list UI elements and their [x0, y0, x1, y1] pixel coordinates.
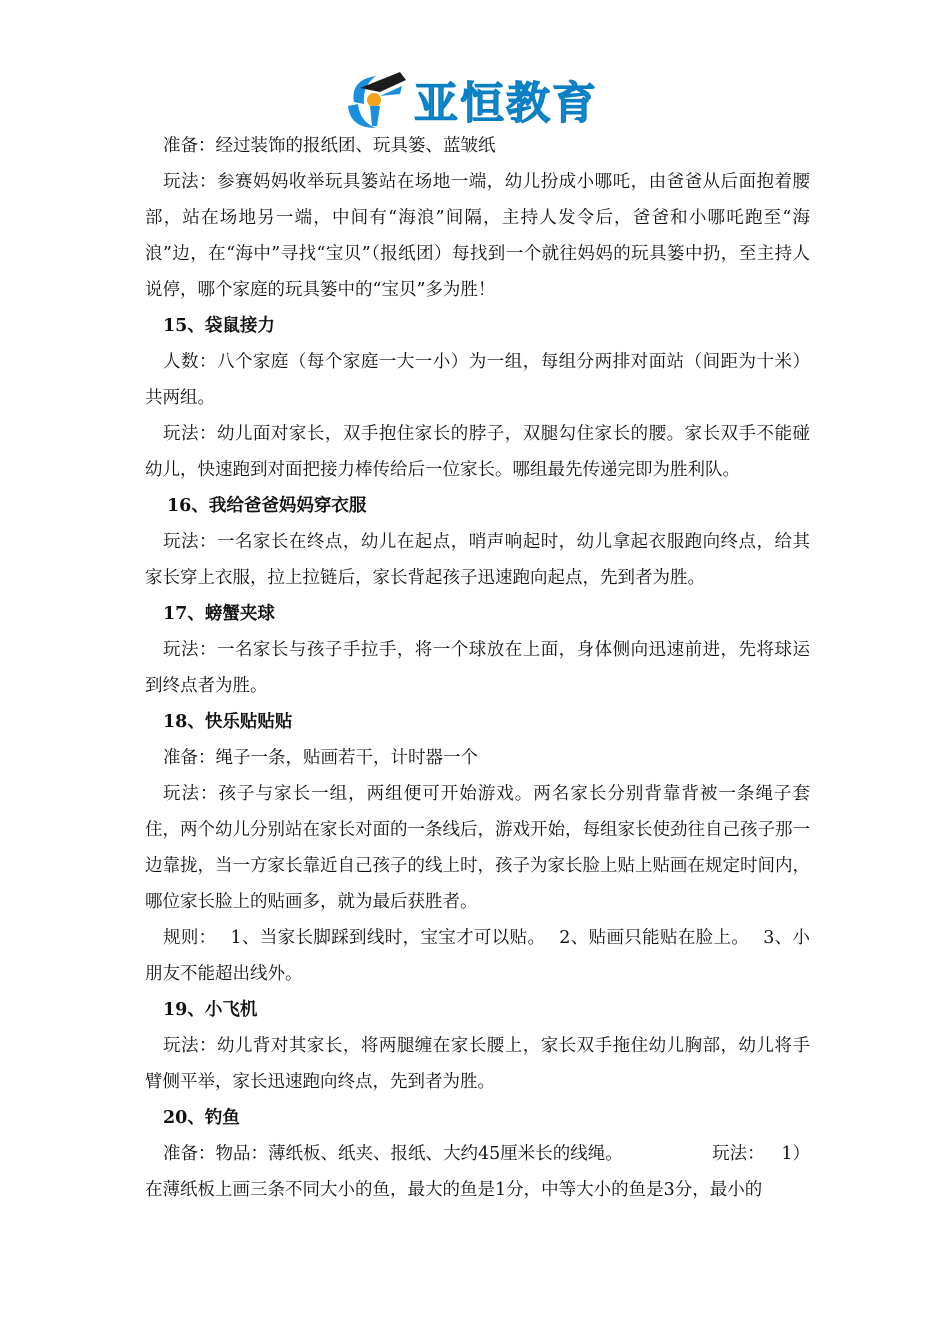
game-17-play: 玩法：一名家长与孩子手拉手，将一个球放在上面，身体侧向迅速前进，先将球运到终点者为胜。	[145, 640, 810, 696]
game-15-play: 玩法：幼儿面对家长，双手抱住家长的脖子，双腿勾住家长的腰。家长双手不能碰幼儿，快速跑到对面把接力棒传给后一位家长。哪组最先传递完即为胜利队。	[145, 424, 810, 480]
game-18-prep: 准备：绳子一条，贴画若干，计时器一个	[163, 748, 478, 768]
game-20-step-1: 1）	[781, 1144, 810, 1164]
game-18-play: 玩法：孩子与家长一组，两组便可开始游戏。两名家长分别背靠背被一条绳子套住，两个幼儿分别站在家长对面的一条线后，游戏开始，每组家长使劲往自己孩子那一边靠拢，当一方家长靠近自己孩子的线上时，孩子为家长脸上贴上贴画在规定时间内，哪位家长脸上的贴画多，就为最后获胜者。	[145, 784, 810, 912]
brand-name: 亚恒教育	[414, 78, 598, 129]
game-18-title: 18、快乐贴贴贴	[163, 712, 293, 732]
intro-play: 玩法：参赛妈妈收举玩具篓站在场地一端，幼儿扮成小哪吒，由爸爸从后面抱着腰部，站在场地另一端，中间有“海浪”间隔，主持人发令后，爸爸和小哪吒跑至“海浪”边，在“海中”寻找“宝贝”（报纸团）每找到一个就往妈妈的玩具篓中扔，至主持人说停，哪个家庭的玩具篓中的“宝贝”多为胜！	[145, 172, 810, 300]
rule-2: 2、贴画只能贴在脸上。	[559, 928, 750, 948]
rule-3: 3、小朋友不能超出线外。	[145, 928, 811, 984]
game-20-play-label: 玩法：	[712, 1144, 765, 1164]
game-20-play: 在薄纸板上画三条不同大小的鱼，最大的鱼是1分，中等大小的鱼是3分，最小的	[145, 1180, 763, 1200]
game-20-play-label-group	[694, 1136, 810, 1172]
brand-logo	[340, 66, 630, 132]
game-20-prep-line	[145, 1136, 810, 1172]
person-arc-logo-icon	[340, 66, 410, 132]
game-17-title: 17、螃蟹夹球	[163, 604, 275, 624]
game-15-people: 人数：八个家庭（每个家庭一大一小）为一组，每组分两排对面站（间距为十米）共两组。	[145, 352, 810, 408]
rule-1: 1、当家长脚踩到线时，宝宝才可以贴。	[230, 928, 546, 948]
game-19-play: 玩法：幼儿背对其家长，将两腿缠在家长腰上，家长双手拖住幼儿胸部，幼儿将手臂侧平举，家长迅速跑向终点，先到者为胜。	[145, 1036, 810, 1092]
game-19-title: 19、小飞机	[163, 1000, 258, 1020]
game-18-rules	[145, 920, 810, 992]
game-16-title: 16、我给爸爸妈妈穿衣服	[167, 496, 367, 516]
document-body	[145, 128, 810, 1208]
rules-label: 规则：	[163, 928, 217, 948]
game-16-play: 玩法：一名家长在终点，幼儿在起点，哨声响起时，幼儿拿起衣服跑向终点，给其家长穿上衣服，拉上拉链后，家长背起孩子迅速跑向起点，先到者为胜。	[145, 532, 810, 588]
intro-prep: 准备：经过装饰的报纸团、玩具篓、蓝皱纸	[163, 136, 496, 156]
game-20-prep: 准备：物品：薄纸板、纸夹、报纸、大约45厘米长的线绳。	[163, 1144, 623, 1164]
game-20-title: 20、钓鱼	[163, 1108, 240, 1128]
game-15-title: 15、袋鼠接力	[163, 316, 275, 336]
